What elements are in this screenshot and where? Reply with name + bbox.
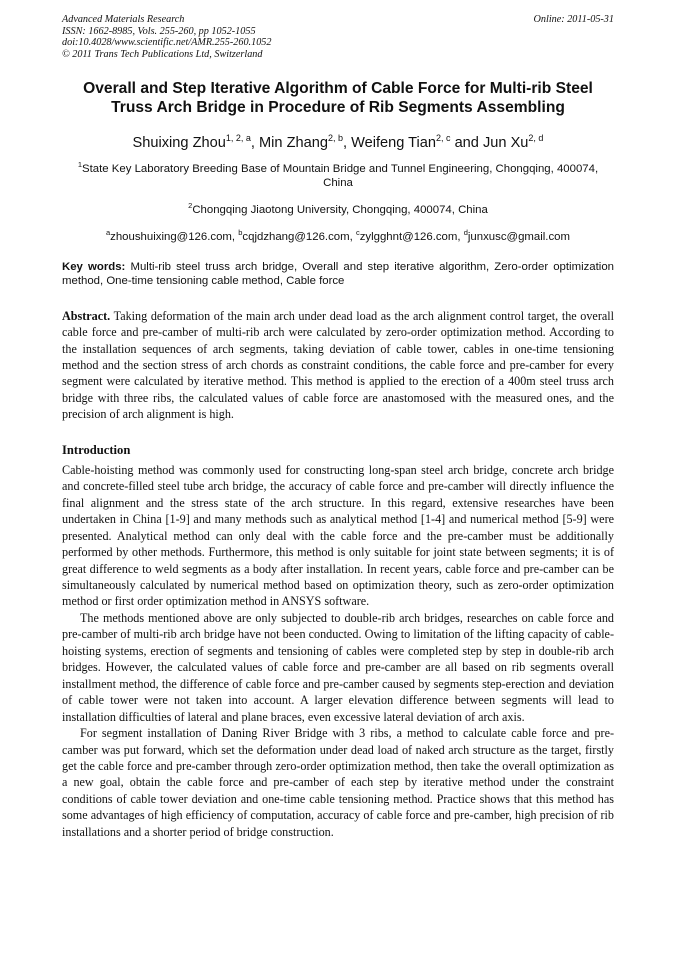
keywords-text: Multi-rib steel truss arch bridge, Overall and step iterative algorithm, Zero-order optimization method, One-time tensioning cable method, Cable force xyxy=(62,261,614,288)
affiliation-text: Chongqing Jiaotong University, Chongqing, 400074, China xyxy=(192,203,488,216)
introduction-body xyxy=(62,462,614,840)
author-affiliation-mark: 2, b xyxy=(327,133,343,143)
paragraph: For segment installation of Daning River Bridge with 3 ribs, a method to calculate cable force and pre-camber was put forward, which set the deformation under dead load of naked arch structure as the target, firstly get the cable force and pre-camber through zero-order optimization method, then take the overall optimization as a new goal, obtain the cable force and pre-camber of each step by iterative method under the constraint conditions of cable tower deviation and one-time cable tensioning method. Practice shows that this method has some advantages of high efficiency of computation, accuracy of cable force and pre-camber, high precision of rib installations and a shorter period of bridge construction. xyxy=(62,726,614,839)
journal-doi: doi:10.4028/www.scientific.net/AMR.255-260.1052 xyxy=(62,37,272,49)
author-name: Jun Xu xyxy=(482,134,529,151)
email-list xyxy=(62,226,614,244)
journal-copyright: © 2011 Trans Tech Publications Ltd, Switzerland xyxy=(62,48,263,60)
author-separator: and xyxy=(450,134,483,151)
email-link[interactable]: cqjdzhang@126.com xyxy=(242,230,350,243)
author-affiliation-mark: 2, c xyxy=(436,133,451,143)
author-name: Weifeng Tian xyxy=(351,134,436,151)
section-heading-introduction: Introduction xyxy=(62,442,131,457)
journal-info xyxy=(62,14,614,60)
journal-name: Advanced Materials Research xyxy=(62,14,185,25)
abstract-text: Taking deformation of the main arch under dead load as the arch alignment control target, the overall cable force and pre-camber of multi-rib arch were calculated by zero-order optimization method. According to the installation sequences of arch segments, taking deviation of cable tower, cables in one-time tensioning method and the section stress of arch chords as constraint conditions, the cable force and pre-camber for every segment were calculated by iterative method. This method is applied to the erection of a 400m steel truss arch bridge with three ribs, the calculated values of cable force are anastomosed with the measured ones, and the precision of arch alignment is high. xyxy=(62,308,614,422)
affiliation-text: State Key Laboratory Breeding Base of Mountain Bridge and Tunnel Engineering, Chongqing, 400074, China xyxy=(82,162,599,190)
email-link[interactable]: junxusc@gmail.com xyxy=(467,230,570,243)
affiliation-mark: 1 xyxy=(77,159,83,169)
email-link[interactable]: zylgghnt@126.com xyxy=(359,230,458,243)
email-link[interactable]: zhoushuixing@126.com xyxy=(110,230,232,243)
paragraph: Cable-hoisting method was commonly used for constructing long-span steel arch bridge, concrete arch bridge and concrete-filled steel tube arch bridge, the accuracy of cable force and pre-camber will directly influence the final alignment and the stress state of the arch structure. In this regard, extensive researches have been undertaken in China [1-9] and many methods such as analytical method [1-4] and numerical method [5-9] were presented. Analytical method can only deal with the cable force and the pre-camber must be additionally performed by other methods. Furthermore, this method is only suitable for joint state between segments; it is of great difference to weld segments as a body after installation. In recent years, cable force and pre-camber can be simultaneously calculated by numerical method based on optimization theory, such as zero-order optimization method or first order optimization method in ANSYS software. xyxy=(62,462,614,609)
email-mark: c xyxy=(355,227,360,237)
email-separator: , xyxy=(231,230,239,243)
keywords-label: Key words: xyxy=(62,261,126,274)
author-name: Shuixing Zhou xyxy=(132,134,226,151)
author-separator: , xyxy=(342,134,352,151)
author-affiliation-mark: 2, d xyxy=(528,133,544,143)
affiliation-1 xyxy=(62,158,614,191)
email-mark: d xyxy=(463,227,468,237)
affiliation-2 xyxy=(62,199,614,217)
abstract-label: Abstract. xyxy=(62,308,111,323)
affiliation-mark: 2 xyxy=(188,200,193,210)
email-mark: a xyxy=(105,227,111,237)
author-separator: , xyxy=(250,134,259,151)
author-name: Min Zhang xyxy=(259,134,328,151)
paper-page xyxy=(62,14,614,840)
paragraph: The methods mentioned above are only subjected to double-rib arch bridges, researches on cable force and pre-camber of multi-rib arch bridge have not been conducted. Owing to limitation of the lifting capacity of cable-hoisting systems, erection of segments and tensioning of cables were completed step by step in double-rib arch bridges. However, the calculated values of cable force and pre-camber are all based on rib segments overall installment method, the difference of cable force and pre-camber caused by segments step-erection and deviation of cable tower were not taken into account. A larger elevation difference between segments will lead to installation difficulties of lateral and plane braces, even excessive lateral deviation of arch axis. xyxy=(62,610,614,724)
email-separator: , xyxy=(457,230,464,243)
journal-issn: ISSN: 1662-8985, Vols. 255-260, pp 1052-1055 xyxy=(62,25,256,37)
online-date: Online: 2011-05-31 xyxy=(533,14,614,25)
journal-header xyxy=(62,14,614,64)
email-mark: b xyxy=(238,227,243,237)
email-separator: , xyxy=(349,230,356,243)
author-list xyxy=(62,129,614,152)
keywords xyxy=(62,260,614,288)
paper-title: Overall and Step Iterative Algorithm of Cable Force for Multi-rib Steel Truss Arch Bridge in Procedure of Rib Segments Assembling xyxy=(83,80,593,116)
author-affiliation-mark: 1, 2, a xyxy=(225,133,251,143)
abstract xyxy=(62,308,614,423)
